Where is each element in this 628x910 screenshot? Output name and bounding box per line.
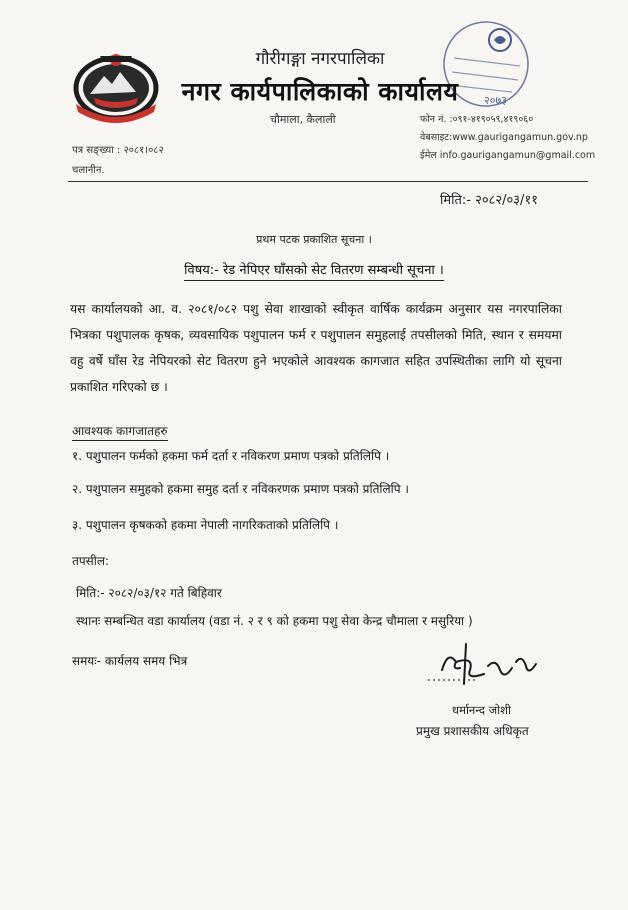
svg-text:२०७३: २०७३ [484,94,507,107]
municipality-name: गौरीगङ्गा नगरपालिका [255,49,385,69]
document-item: ३. पशुपालन कृषकको हकमा नेपाली नागरिकताको प्रतिलिपि । [72,518,339,532]
distribution-date: मिति:- २०८२/०३/१२ गते बिहिवार [76,586,222,600]
document-item: २. पशुपालन समुहको हकमा समुह दर्ता र नविकरणक प्रमाण पत्रको प्रतिलिपि । [72,482,409,496]
subject-text: विषय:- रेड नेपिएर घाँसको सेट वितरण सम्बन्धी सूचना । [184,263,444,281]
dispatch-number: चलानीन. [72,165,105,176]
document-item: १. पशुपालन फर्मको हकमा फर्म दर्ता र नविकरण प्रमाण पत्रको प्रतिलिपि । [72,449,390,463]
details-heading: तपसील: [72,554,110,568]
signature-icon [408,640,548,700]
nepal-emblem-icon [70,48,162,124]
phone-number: फोन नं. :०९१-४१९०५९,४१९०६० [420,114,534,125]
documents-heading: आवश्यक कागजातहरु [72,422,168,441]
distribution-place: स्थानः सम्बन्धित वडा कार्यालय (वडा नं. २ र ९ को हकमा पशु सेवा केन्द्र चौमाला र मसुरिया ) [76,614,473,628]
website-link[interactable]: वेबसाइट:www.gaurigangamun.gov.np [420,132,588,143]
office-name: नगर कार्यपालिकाको कार्यालय [181,77,459,106]
signatory-name: धर्मानन्द जोशी [452,703,511,717]
notice-date: मिति:- २०८२/०३/११ [440,193,538,208]
notice-type: प्रथम पटक प्रकाशित सूचना । [256,233,372,246]
letter-number: पत्र सङ्ख्या : २०८१।०८२ [72,145,164,156]
notice-body: यस कार्यालयको आ. व. २०८१/०८२ पशु सेवा शाखाको स्वीकृत वार्षिक कार्यक्रम अनुसार यस नगरपालिका भित्रका पशुपालक कृषक, व्यवसायिक पशुपालन फर्म र पशुपालन समुहलाई तपसीलको मिति, स्थान र समयमा वहु वर्षे घाँस रेड नेपियरको सेट वितरण हुने भएकोले आवश्यक कागजात सहित उपस्थितीका लागि यो सूचना प्रकाशित गरिएको छ । [70,302,562,394]
email-address[interactable]: ईमेल info.gaurigangamun@gmail.com [420,150,596,161]
header-divider [68,181,588,182]
office-address: चौमाला, कैलाली [270,113,336,126]
distribution-time: समयः- कार्यलय समय भित्र [72,654,188,668]
signatory-title: प्रमुख प्रशासकीय अधिकृत [416,724,529,738]
notice-subject [0,260,628,278]
